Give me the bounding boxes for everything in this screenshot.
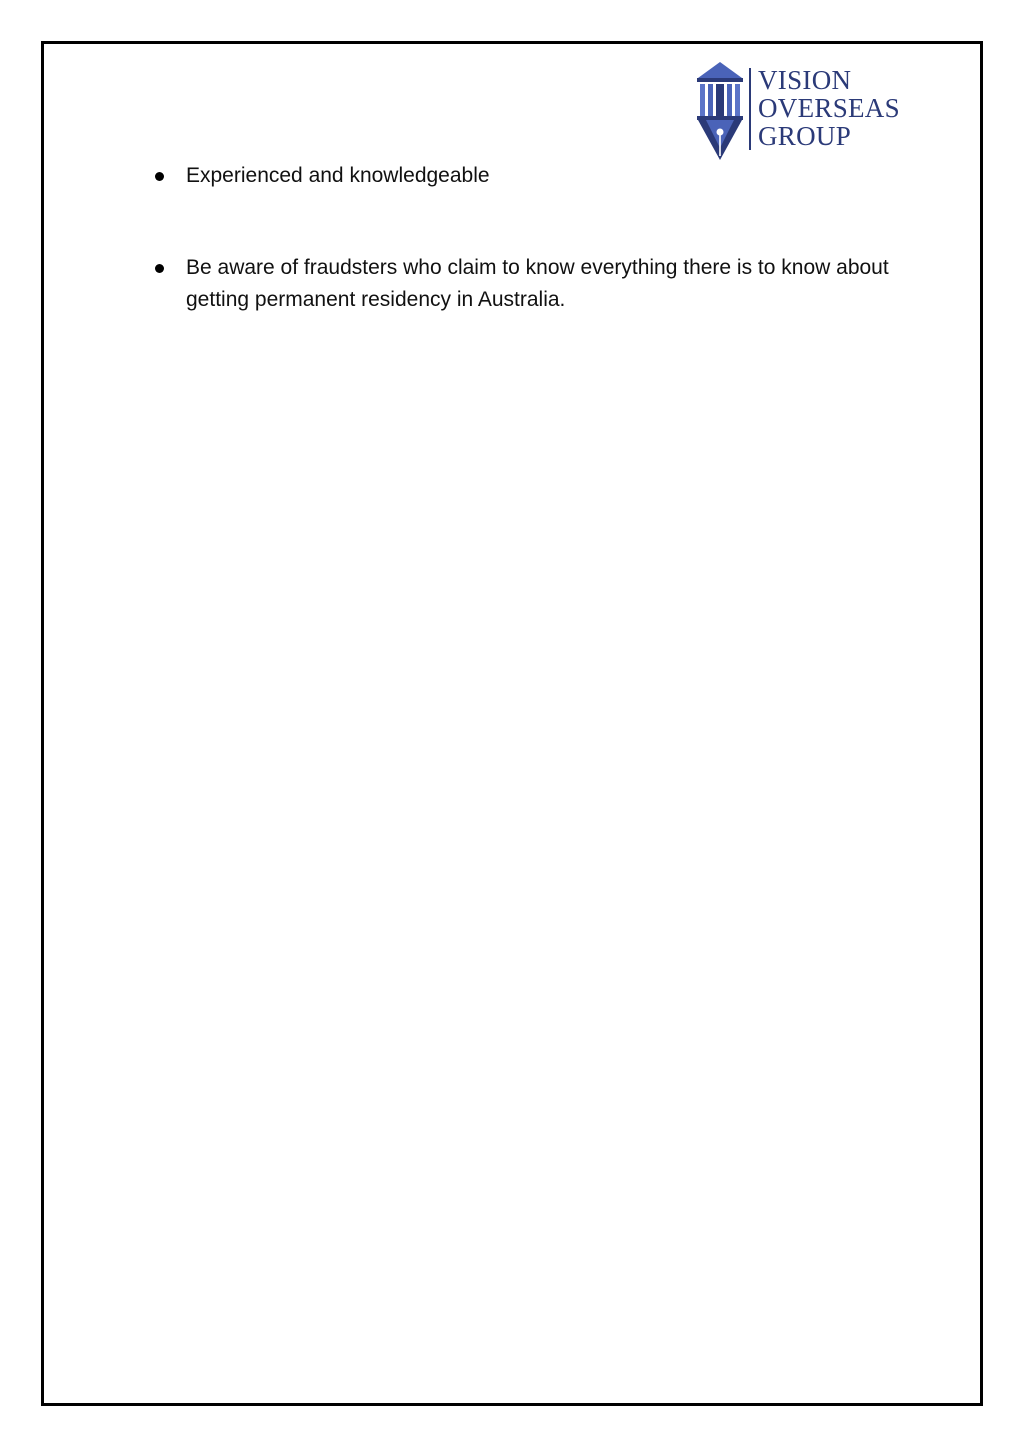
bullet-icon [155, 264, 164, 273]
logo-line-3: GROUP [758, 121, 852, 151]
list-item [152, 252, 892, 316]
logo-line-1: VISION [758, 65, 852, 95]
bullet-icon [155, 172, 164, 181]
bullet-list [152, 160, 892, 316]
list-item [152, 160, 892, 192]
company-logo [692, 58, 907, 162]
logo-wordmark [758, 66, 900, 150]
pillar-pen-nib-icon [692, 58, 748, 162]
logo-line-2: OVERSEAS [758, 93, 900, 123]
logo-divider [749, 68, 751, 150]
bullet-text: Be aware of fraudsters who claim to know everything there is to know about getting permanent residency in Australia. [186, 256, 889, 311]
bullet-text: Experienced and knowledgeable [186, 164, 490, 187]
